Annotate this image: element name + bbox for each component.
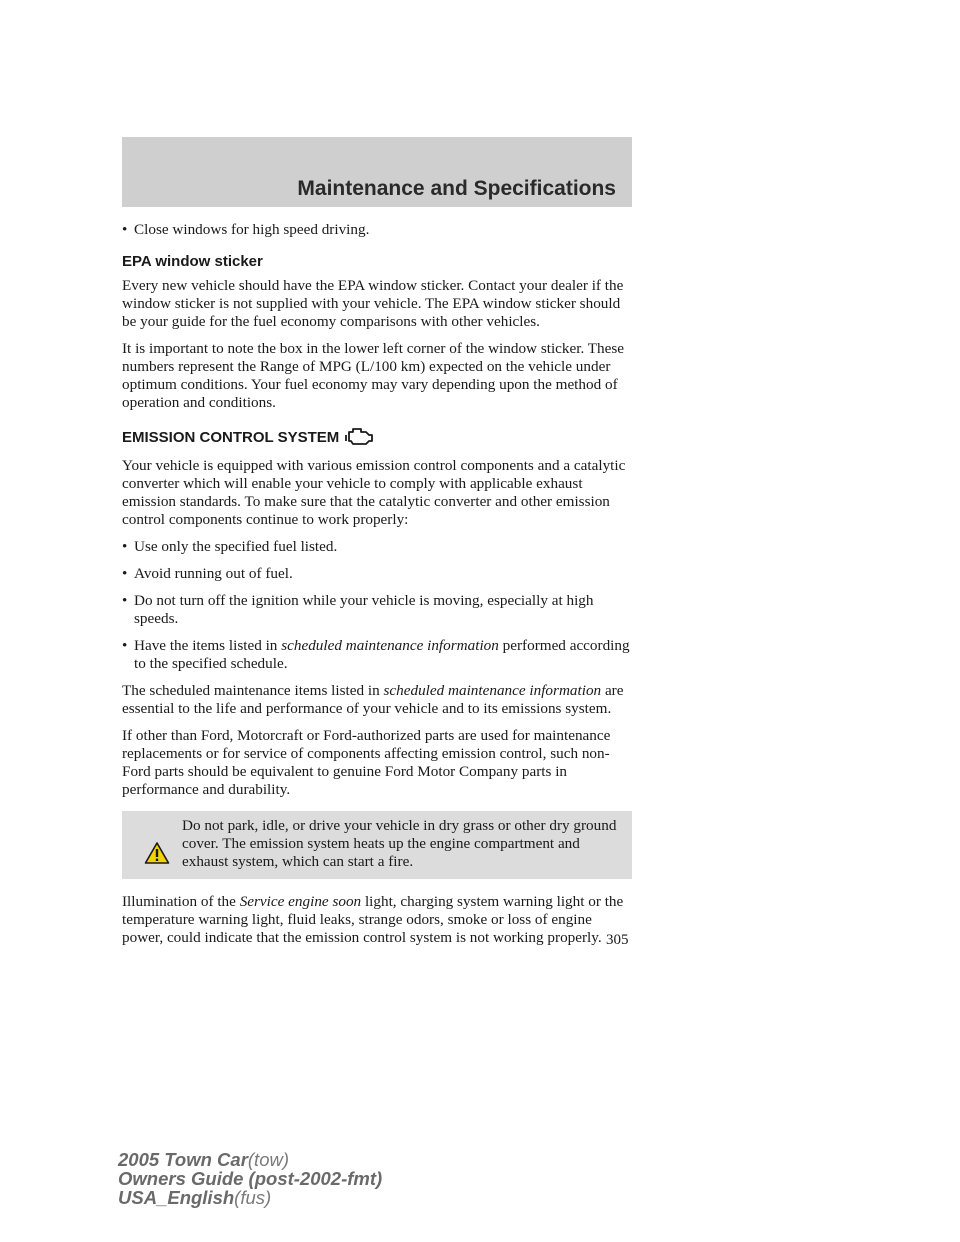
paragraph-text-post: are essential to the life and performance of your vehicle and to its emissions system. bbox=[122, 682, 624, 717]
list-item bbox=[122, 592, 632, 628]
footer-model: 2005 Town Car bbox=[118, 1149, 248, 1170]
footer-line-3 bbox=[118, 1188, 382, 1207]
emission-paragraph-4 bbox=[122, 893, 632, 947]
warning-triangle-icon bbox=[144, 841, 170, 870]
emission-heading: EMISSION CONTROL SYSTEM bbox=[122, 429, 340, 446]
list-item-text-pre: Have the items listed in bbox=[134, 637, 282, 654]
paragraph-reference: scheduled maintenance information bbox=[383, 682, 602, 699]
paragraph-reference: Service engine soon bbox=[239, 893, 362, 910]
paragraph-text-pre: The scheduled maintenance items listed in bbox=[122, 682, 384, 699]
bullet-dot: • bbox=[122, 637, 128, 654]
warning-box bbox=[122, 811, 632, 879]
list-item bbox=[122, 637, 632, 673]
list-item-text-post: performed according to the specified schedule. bbox=[134, 637, 630, 672]
bullet-dot: • bbox=[122, 221, 128, 238]
list-item-text: Use only the specified fuel listed. bbox=[134, 538, 338, 555]
list-item bbox=[122, 221, 632, 239]
footer-line-2 bbox=[118, 1169, 382, 1188]
section-title: Maintenance and Specifications bbox=[297, 177, 616, 200]
list-item bbox=[122, 565, 632, 583]
footer-line-1 bbox=[118, 1150, 382, 1169]
emission-heading-row bbox=[122, 426, 632, 451]
paragraph-text-post: light, charging system warning light or the temperature warning light, fluid leaks, strange odors, smoke or loss of engine power, could indicate that the emission control system is not working properly. bbox=[122, 893, 624, 946]
emission-paragraph-2 bbox=[122, 682, 632, 718]
footer-guide: Owners Guide (post-2002-fmt) bbox=[118, 1168, 383, 1189]
engine-icon bbox=[345, 426, 375, 451]
list-item-text: Avoid running out of fuel. bbox=[134, 565, 293, 582]
bullet-dot: • bbox=[122, 565, 128, 582]
list-item-text: Close windows for high speed driving. bbox=[134, 221, 370, 238]
footer-language: USA_English bbox=[118, 1187, 235, 1208]
epa-paragraph-2: It is important to note the box in the lower left corner of the window sticker. These numbers represent the Range of MPG (L/100 km) expected on the vehicle under optimum conditions. Your fuel economy may vary depending upon the method of operation and conditions. bbox=[122, 340, 625, 411]
bullet-dot: • bbox=[122, 538, 128, 555]
footer-language-code: (fus) bbox=[234, 1187, 272, 1208]
paragraph-text-pre: Illumination of the bbox=[122, 893, 240, 910]
section-header-band bbox=[122, 137, 632, 207]
page-content bbox=[122, 221, 632, 956]
page-number: 305 bbox=[606, 932, 629, 948]
list-item bbox=[122, 538, 632, 556]
list-item-reference: scheduled maintenance information bbox=[281, 637, 499, 654]
footer-model-code: (tow) bbox=[247, 1149, 290, 1170]
document-footer bbox=[118, 1150, 382, 1207]
bullet-dot: • bbox=[122, 592, 128, 609]
emission-paragraph-1: Your vehicle is equipped with various emission control components and a catalytic converter which will enable your vehicle to comply with applicable exhaust emission standards. To make sure that the catalytic converter and other emission control components continue to work properly: bbox=[122, 457, 626, 528]
epa-paragraph-1: Every new vehicle should have the EPA window sticker. Contact your dealer if the window sticker is not supplied with your vehicle. The EPA window sticker should be your guide for the fuel economy comparisons with other vehicles. bbox=[122, 277, 624, 330]
epa-heading: EPA window sticker bbox=[122, 253, 263, 270]
list-item-text: Do not turn off the ignition while your vehicle is moving, especially at high speeds. bbox=[134, 592, 594, 627]
warning-text: Do not park, idle, or drive your vehicle in dry grass or other dry ground cover. The emission system heats up the engine compartment and exhaust system, which can start a fire. bbox=[182, 817, 617, 870]
emission-paragraph-3: If other than Ford, Motorcraft or Ford-authorized parts are used for maintenance replacements or for service of components affecting emission control, such non-Ford parts should be equivalent to genuine Ford Motor Company parts in performance and durability. bbox=[122, 727, 611, 798]
